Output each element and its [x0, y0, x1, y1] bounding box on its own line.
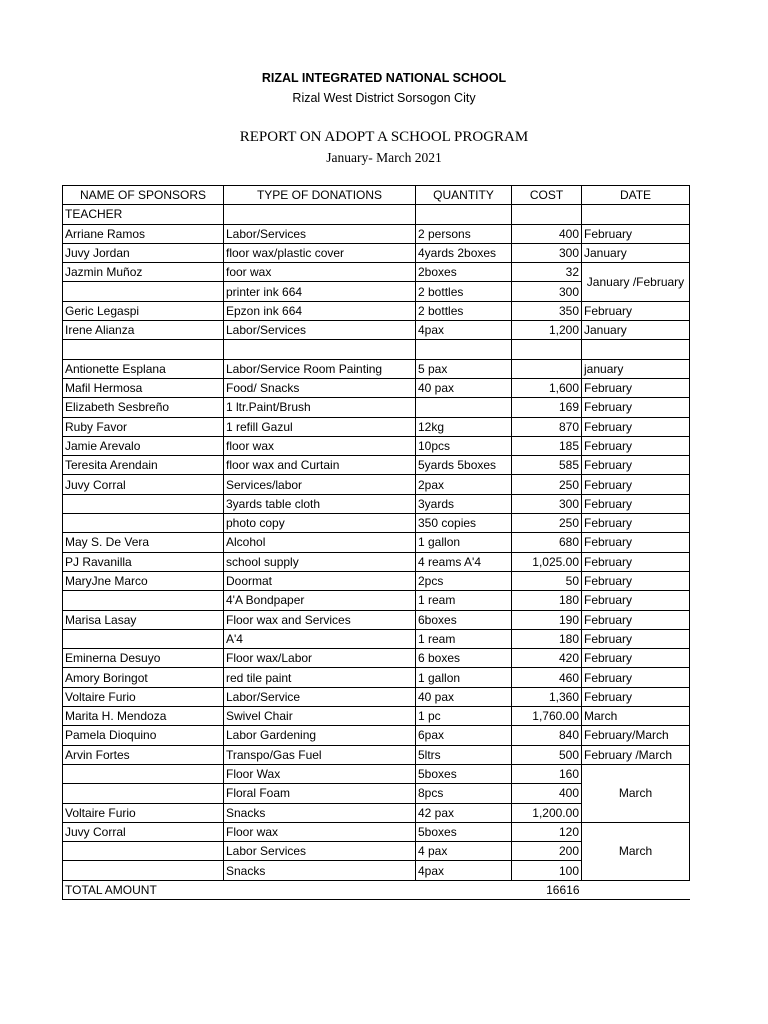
date-cell: February: [582, 224, 690, 243]
date-cell: February: [582, 533, 690, 552]
header-date: DATE: [582, 186, 690, 205]
donation-cell: Epzon ink 664: [224, 301, 416, 320]
sponsor-cell: Marita H. Mendoza: [63, 707, 224, 726]
table-row: [63, 340, 690, 359]
table-row: [63, 668, 690, 687]
quantity-cell: [416, 340, 512, 359]
quantity-cell: 4 reams A'4: [416, 552, 512, 571]
quantity-cell: 10pcs: [416, 436, 512, 455]
empty-cell: [582, 205, 690, 224]
sponsor-cell: PJ Ravanilla: [63, 552, 224, 571]
donation-cell: Snacks: [224, 803, 416, 822]
date-cell: February: [582, 378, 690, 397]
cost-cell: 1,200: [512, 321, 582, 340]
cost-cell: 400: [512, 784, 582, 803]
report-title: REPORT ON ADOPT A SCHOOL PROGRAM: [239, 129, 529, 145]
quantity-cell: 2boxes: [416, 263, 512, 282]
date-cell: March: [582, 707, 690, 726]
date-cell: January: [582, 321, 690, 340]
header-cost: COST: [512, 186, 582, 205]
date-cell: February: [582, 668, 690, 687]
table-row: [63, 707, 690, 726]
cost-cell: 1,200.00: [512, 803, 582, 822]
quantity-cell: 2pcs: [416, 571, 512, 590]
table-row: [63, 533, 690, 552]
sponsor-cell: Voltaire Furio: [63, 803, 224, 822]
cost-cell: 400: [512, 224, 582, 243]
sponsor-cell: Voltaire Furio: [63, 687, 224, 706]
quantity-cell: 1 pc: [416, 707, 512, 726]
cost-cell: 500: [512, 745, 582, 764]
total-row: [63, 880, 690, 899]
donation-cell: Services/labor: [224, 475, 416, 494]
sponsor-cell: [63, 514, 224, 533]
quantity-cell: 350 copies: [416, 514, 512, 533]
cost-cell: 180: [512, 591, 582, 610]
donation-cell: Labor Gardening: [224, 726, 416, 745]
quantity-cell: 4yards 2boxes: [416, 243, 512, 262]
cost-cell: [512, 340, 582, 359]
table-row: [63, 436, 690, 455]
quantity-cell: 1 ream: [416, 629, 512, 648]
sponsor-cell: [63, 764, 224, 783]
donation-cell: [224, 340, 416, 359]
table-row: [63, 417, 690, 436]
date-cell: january: [582, 359, 690, 378]
cost-cell: [512, 359, 582, 378]
date-cell: February: [582, 398, 690, 417]
cost-cell: 200: [512, 842, 582, 861]
quantity-cell: 1 gallon: [416, 668, 512, 687]
cost-cell: 160: [512, 764, 582, 783]
total-amount: 16616: [512, 880, 582, 899]
quantity-cell: [416, 398, 512, 417]
sponsor-cell: [63, 842, 224, 861]
table-row: [63, 263, 690, 282]
sponsor-cell: MaryJne Marco: [63, 571, 224, 590]
cost-cell: 250: [512, 475, 582, 494]
table-row: [63, 822, 690, 841]
cost-cell: 50: [512, 571, 582, 590]
date-cell: January /February: [582, 263, 690, 302]
sponsor-cell: Eminerna Desuyo: [63, 649, 224, 668]
sponsor-cell: [63, 629, 224, 648]
donation-cell: A'4: [224, 629, 416, 648]
school-name: RIZAL INTEGRATED NATIONAL SCHOOL: [261, 71, 507, 85]
sponsor-cell: Arvin Fortes: [63, 745, 224, 764]
cost-cell: 680: [512, 533, 582, 552]
donation-cell: 1 refill Gazul: [224, 417, 416, 436]
sponsor-cell: Geric Legaspi: [63, 301, 224, 320]
sponsor-cell: May S. De Vera: [63, 533, 224, 552]
sponsor-cell: Irene Alianza: [63, 321, 224, 340]
cost-cell: 180: [512, 629, 582, 648]
table-row: [63, 745, 690, 764]
date-cell: February: [582, 610, 690, 629]
date-cell: January: [582, 243, 690, 262]
table-row: [63, 610, 690, 629]
cost-cell: 300: [512, 282, 582, 301]
empty-cell: [512, 205, 582, 224]
table-row: [63, 224, 690, 243]
sponsor-cell: [63, 340, 224, 359]
table-row: [63, 629, 690, 648]
date-cell: February: [582, 475, 690, 494]
cost-cell: 840: [512, 726, 582, 745]
cost-cell: 1,600: [512, 378, 582, 397]
cost-cell: 870: [512, 417, 582, 436]
quantity-cell: 40 pax: [416, 687, 512, 706]
donation-cell: floor wax: [224, 436, 416, 455]
table-row: [63, 398, 690, 417]
date-cell: February/March: [582, 726, 690, 745]
sponsor-cell: Jamie Arevalo: [63, 436, 224, 455]
quantity-cell: 2 bottles: [416, 282, 512, 301]
quantity-cell: 40 pax: [416, 378, 512, 397]
sponsor-cell: Pamela Dioquino: [63, 726, 224, 745]
donation-cell: photo copy: [224, 514, 416, 533]
table-row: [63, 321, 690, 340]
donation-cell: Labor/Service Room Painting: [224, 359, 416, 378]
quantity-cell: 42 pax: [416, 803, 512, 822]
donation-cell: Floor wax: [224, 822, 416, 841]
quantity-cell: 4pax: [416, 321, 512, 340]
cost-cell: 120: [512, 822, 582, 841]
donation-cell: Labor/Services: [224, 321, 416, 340]
donation-cell: Floor Wax: [224, 764, 416, 783]
empty-cell: [416, 205, 512, 224]
date-cell: February: [582, 649, 690, 668]
quantity-cell: 6pax: [416, 726, 512, 745]
sponsor-cell: Juvy Jordan: [63, 243, 224, 262]
donation-cell: Food/ Snacks: [224, 378, 416, 397]
quantity-cell: 2 persons: [416, 224, 512, 243]
cost-cell: 300: [512, 494, 582, 513]
sponsor-cell: Teresita Arendain: [63, 456, 224, 475]
table-row: [63, 571, 690, 590]
table-row: [63, 475, 690, 494]
donation-cell: Labor/Services: [224, 224, 416, 243]
donation-cell: Labor/Service: [224, 687, 416, 706]
cost-cell: 300: [512, 243, 582, 262]
table-row: [63, 687, 690, 706]
table-row: [63, 359, 690, 378]
donation-cell: 4'A Bondpaper: [224, 591, 416, 610]
donation-cell: Transpo/Gas Fuel: [224, 745, 416, 764]
table-row: [63, 243, 690, 262]
quantity-cell: 5boxes: [416, 822, 512, 841]
date-cell: February: [582, 571, 690, 590]
quantity-cell: 5yards 5boxes: [416, 456, 512, 475]
cost-cell: 350: [512, 301, 582, 320]
table-row: [63, 378, 690, 397]
quantity-cell: 5 pax: [416, 359, 512, 378]
sponsor-cell: Antionette Esplana: [63, 359, 224, 378]
donation-cell: Floor wax/Labor: [224, 649, 416, 668]
date-cell: March: [582, 764, 690, 822]
sponsor-cell: Juvy Corral: [63, 822, 224, 841]
donation-cell: Doormat: [224, 571, 416, 590]
donation-cell: floor wax and Curtain: [224, 456, 416, 475]
cost-cell: 420: [512, 649, 582, 668]
section-row: [63, 205, 690, 224]
empty-cell: [416, 880, 512, 899]
cost-cell: 1,760.00: [512, 707, 582, 726]
sponsor-cell: Arriane Ramos: [63, 224, 224, 243]
date-cell: February: [582, 591, 690, 610]
quantity-cell: 8pcs: [416, 784, 512, 803]
cost-cell: 460: [512, 668, 582, 687]
donation-cell: school supply: [224, 552, 416, 571]
date-cell: February: [582, 494, 690, 513]
donations-table: [62, 185, 690, 900]
sponsor-cell: [63, 784, 224, 803]
quantity-cell: 1 ream: [416, 591, 512, 610]
sponsor-cell: [63, 591, 224, 610]
donation-cell: foor wax: [224, 263, 416, 282]
empty-cell: [224, 205, 416, 224]
table-header-row: [63, 186, 690, 205]
quantity-cell: 2pax: [416, 475, 512, 494]
date-cell: February: [582, 436, 690, 455]
sponsor-cell: [63, 861, 224, 880]
donation-cell: floor wax/plastic cover: [224, 243, 416, 262]
donation-cell: red tile paint: [224, 668, 416, 687]
section-label: TEACHER: [63, 205, 224, 224]
table-row: [63, 649, 690, 668]
date-cell: February: [582, 552, 690, 571]
donation-cell: printer ink 664: [224, 282, 416, 301]
cost-cell: 585: [512, 456, 582, 475]
header-sponsor: NAME OF SPONSORS: [63, 186, 224, 205]
header-quantity: QUANTITY: [416, 186, 512, 205]
cost-cell: 1,025.00: [512, 552, 582, 571]
sponsor-cell: Ruby Favor: [63, 417, 224, 436]
quantity-cell: 2 bottles: [416, 301, 512, 320]
quantity-cell: 3yards: [416, 494, 512, 513]
district-name: Rizal West District Sorsogon City: [292, 91, 476, 105]
date-cell: February: [582, 456, 690, 475]
quantity-cell: 5ltrs: [416, 745, 512, 764]
donation-cell: Snacks: [224, 861, 416, 880]
sponsor-cell: Marisa Lasay: [63, 610, 224, 629]
quantity-cell: 4pax: [416, 861, 512, 880]
table-row: [63, 726, 690, 745]
date-cell: [582, 340, 690, 359]
date-cell: February: [582, 417, 690, 436]
sponsor-cell: Elizabeth Sesbreño: [63, 398, 224, 417]
donation-cell: Labor Services: [224, 842, 416, 861]
cost-cell: 169: [512, 398, 582, 417]
sponsor-cell: Amory Boringot: [63, 668, 224, 687]
donation-cell: Floral Foam: [224, 784, 416, 803]
header-donation: TYPE OF DONATIONS: [224, 186, 416, 205]
cost-cell: 100: [512, 861, 582, 880]
quantity-cell: 6boxes: [416, 610, 512, 629]
date-cell: February: [582, 301, 690, 320]
date-cell: February: [582, 629, 690, 648]
quantity-cell: 12kg: [416, 417, 512, 436]
date-cell: February: [582, 514, 690, 533]
table-row: [63, 552, 690, 571]
donation-cell: Swivel Chair: [224, 707, 416, 726]
sponsor-cell: Mafil Hermosa: [63, 378, 224, 397]
quantity-cell: 5boxes: [416, 764, 512, 783]
donation-cell: Alcohol: [224, 533, 416, 552]
cost-cell: 185: [512, 436, 582, 455]
table-row: [63, 764, 690, 783]
cost-cell: 1,360: [512, 687, 582, 706]
sponsor-cell: Juvy Corral: [63, 475, 224, 494]
sponsor-cell: Jazmin Muñoz: [63, 263, 224, 282]
sponsor-cell: [63, 494, 224, 513]
empty-cell: [582, 880, 690, 899]
report-period: January- March 2021: [326, 150, 442, 165]
date-cell: February: [582, 687, 690, 706]
table-row: [63, 301, 690, 320]
quantity-cell: 4 pax: [416, 842, 512, 861]
table-row: [63, 494, 690, 513]
empty-cell: [224, 880, 416, 899]
sponsor-cell: [63, 282, 224, 301]
cost-cell: 32: [512, 263, 582, 282]
table-row: [63, 456, 690, 475]
donation-cell: Floor wax and Services: [224, 610, 416, 629]
quantity-cell: 1 gallon: [416, 533, 512, 552]
date-cell: February /March: [582, 745, 690, 764]
cost-cell: 250: [512, 514, 582, 533]
date-cell: March: [582, 822, 690, 880]
table-row: [63, 514, 690, 533]
table-row: [63, 591, 690, 610]
donation-cell: 3yards table cloth: [224, 494, 416, 513]
quantity-cell: 6 boxes: [416, 649, 512, 668]
total-label: TOTAL AMOUNT: [63, 880, 224, 899]
cost-cell: 190: [512, 610, 582, 629]
donation-cell: 1 ltr.Paint/Brush: [224, 398, 416, 417]
